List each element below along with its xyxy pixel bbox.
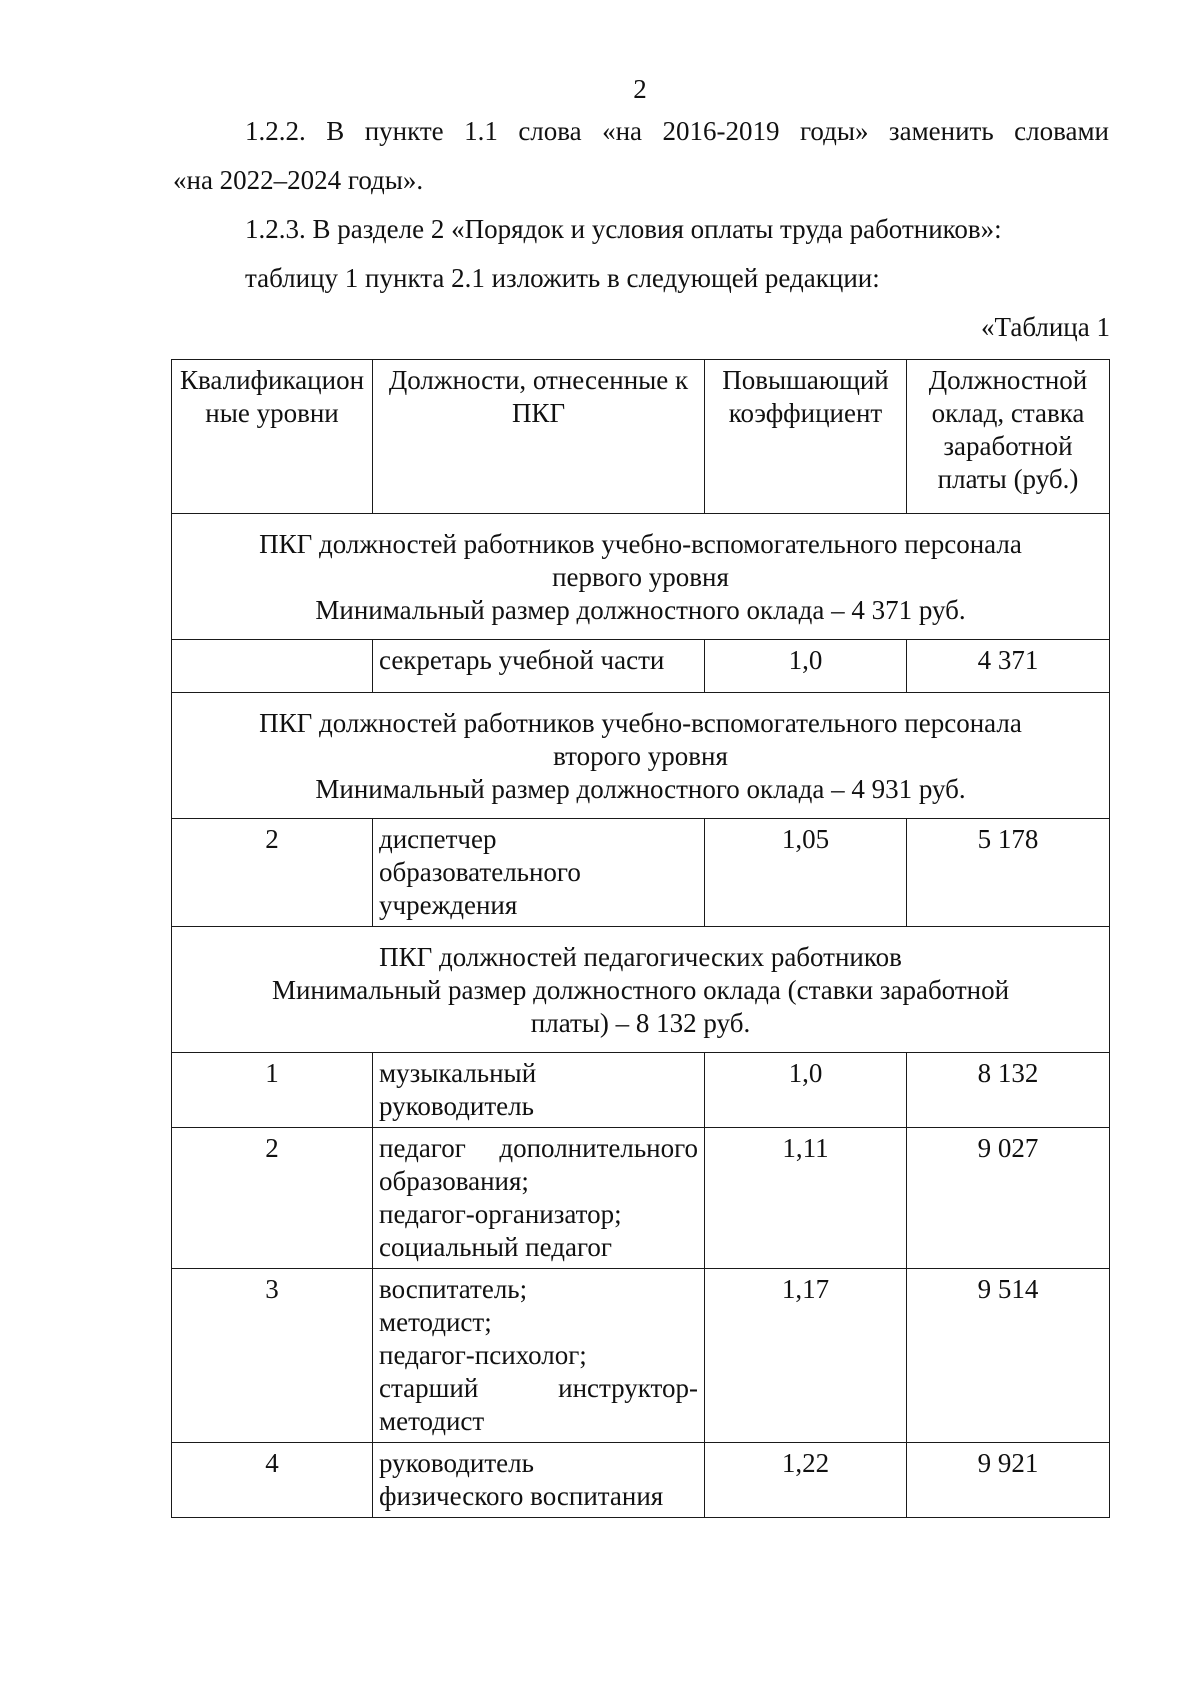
position-line: руководитель <box>379 1091 534 1121</box>
cell-salary: 8 132 <box>907 1053 1110 1128</box>
table-row <box>172 1128 1110 1269</box>
group-header-row <box>172 693 1110 819</box>
table-row <box>172 1053 1110 1128</box>
group-3-title-line-2: Минимальный размер должностного оклада (ставки заработной <box>271 975 1010 1005</box>
position-line: педагог-психолог; <box>379 1340 587 1370</box>
position-line: воспитатель; <box>379 1274 528 1304</box>
cell-positions: секретарь учебной части <box>373 640 705 693</box>
position-line: диспетчер <box>379 824 497 854</box>
table-row <box>172 1269 1110 1443</box>
group-2-title-line-2: второго уровня <box>553 741 728 771</box>
cell-positions <box>373 1269 705 1443</box>
position-line: методист <box>379 1406 485 1436</box>
position-line: педагог-организатор; <box>379 1199 622 1229</box>
group-1-title <box>172 514 1110 640</box>
cell-level: 2 <box>172 1128 373 1269</box>
position-line: образования; <box>379 1166 529 1196</box>
group-2-title-line-3: Минимальный размер должностного оклада – 4 931 руб. <box>315 774 966 804</box>
cell-salary: 9 514 <box>907 1269 1110 1443</box>
cell-level <box>172 640 373 693</box>
group-2-title-line-1: ПКГ должностей работников учебно-вспомогательного персонала <box>259 708 1022 738</box>
cell-salary: 9 921 <box>907 1443 1110 1518</box>
page-number: 2 <box>633 74 647 104</box>
group-1-title-line-2: первого уровня <box>552 562 729 592</box>
salary-table <box>171 359 1110 1518</box>
cell-coefficient: 1,17 <box>705 1269 907 1443</box>
position-line: музыкальный <box>379 1058 537 1088</box>
group-header-row <box>172 514 1110 640</box>
cell-coefficient: 1,11 <box>705 1128 907 1269</box>
paragraph-2: 1.2.3. В разделе 2 «Порядок и условия оплаты труда работников»: <box>245 214 1002 244</box>
header-salary: Должностной оклад, ставка заработной платы (руб.) <box>907 360 1110 514</box>
table-row <box>172 1443 1110 1518</box>
cell-salary: 4 371 <box>907 640 1110 693</box>
cell-level: 3 <box>172 1269 373 1443</box>
header-coefficient: Повышающий коэффициент <box>705 360 907 514</box>
group-2-title <box>172 693 1110 819</box>
cell-coefficient: 1,05 <box>705 819 907 927</box>
cell-salary: 5 178 <box>907 819 1110 927</box>
table-row <box>172 819 1110 927</box>
header-qualification-levels: Квалификацион ные уровни <box>172 360 373 514</box>
position-line: методист; <box>379 1307 492 1337</box>
paragraph-1-line-1: 1.2.2. В пункте 1.1 слова «на 2016-2019 годы» заменить словами <box>245 116 1109 146</box>
paragraph-1-line-2: «на 2022–2024 годы». <box>173 165 424 195</box>
table-row <box>172 640 1110 693</box>
position-line: социальный педагог <box>379 1232 612 1262</box>
cell-level: 2 <box>172 819 373 927</box>
cell-coefficient: 1,0 <box>705 1053 907 1128</box>
cell-coefficient: 1,22 <box>705 1443 907 1518</box>
cell-positions <box>373 819 705 927</box>
position-line: педагог дополнительного <box>379 1133 698 1163</box>
position-line: учреждения <box>379 890 518 920</box>
group-3-title-line-1: ПКГ должностей педагогических работников <box>379 942 902 972</box>
group-header-row <box>172 927 1110 1053</box>
cell-salary: 9 027 <box>907 1128 1110 1269</box>
group-1-title-line-1: ПКГ должностей работников учебно-вспомогательного персонала <box>259 529 1022 559</box>
cell-level: 1 <box>172 1053 373 1128</box>
group-3-title <box>172 927 1110 1053</box>
cell-coefficient: 1,0 <box>705 640 907 693</box>
position-line: руководитель <box>379 1448 534 1478</box>
table-caption: «Таблица 1 <box>981 312 1110 342</box>
header-positions: Должности, отнесенные к ПКГ <box>373 360 705 514</box>
group-1-title-line-3: Минимальный размер должностного оклада – 4 371 руб. <box>315 595 966 625</box>
cell-positions <box>373 1053 705 1128</box>
cell-positions <box>373 1443 705 1518</box>
group-3-title-line-3: платы) – 8 132 руб. <box>530 1008 751 1038</box>
cell-positions <box>373 1128 705 1269</box>
position-line: старший инструктор- <box>379 1373 698 1403</box>
position-line: образовательного <box>379 857 581 887</box>
position-line: физического воспитания <box>379 1481 664 1511</box>
paragraph-3: таблицу 1 пункта 2.1 изложить в следующей редакции: <box>245 263 880 293</box>
table-header-row <box>172 360 1110 514</box>
cell-level: 4 <box>172 1443 373 1518</box>
